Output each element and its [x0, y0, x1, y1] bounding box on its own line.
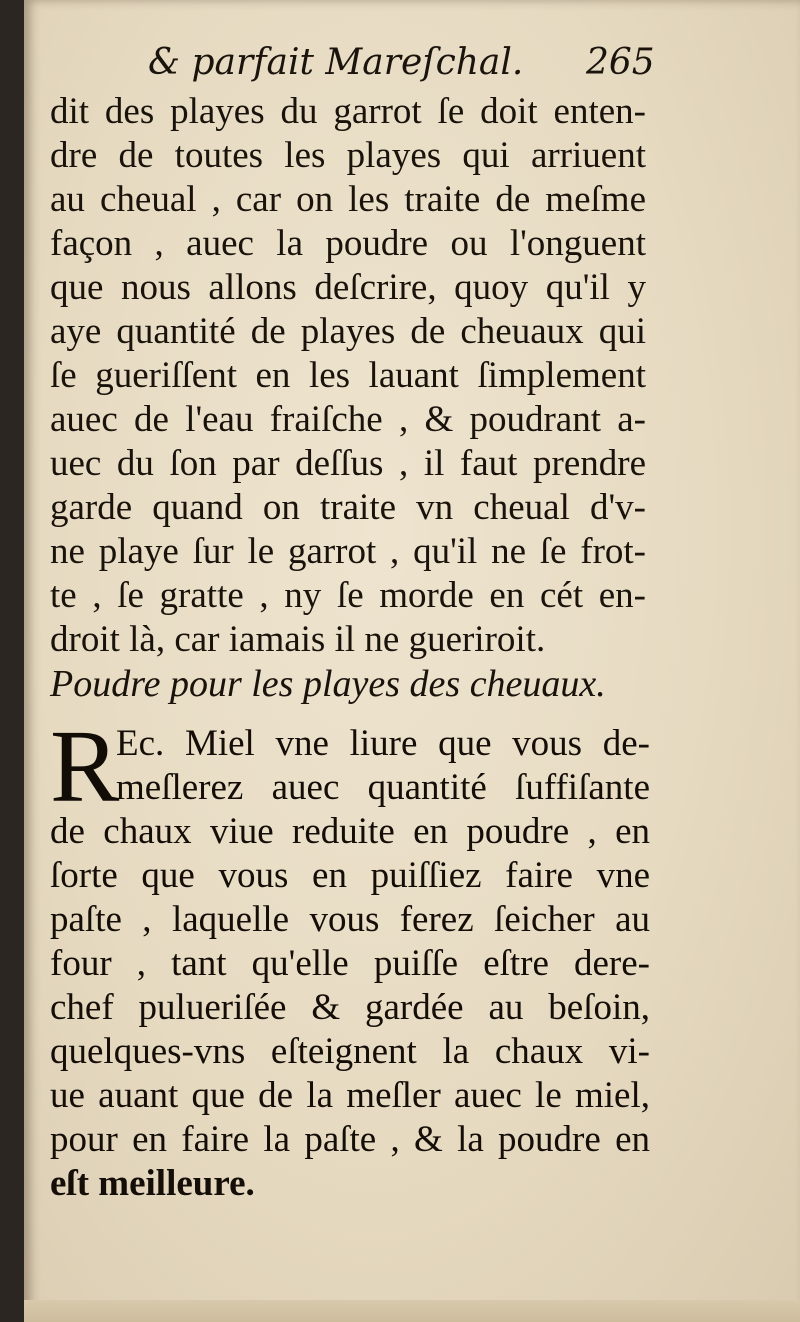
body-line: que nous allons deſcrire, quoy qu'il y — [50, 267, 646, 308]
recipe-line: de chaux viue reduite en poudre , en — [50, 811, 650, 852]
recipe-line: chef pulueriſée & gardée au beſoin, — [50, 987, 650, 1028]
recipe-line: pour en faire la paſte , & la poudre en — [50, 1119, 650, 1160]
recipe-line: paſte , laquelle vous ferez ſeicher au — [50, 899, 650, 940]
recipe-line: ſorte que vous en puiſſiez faire vne — [50, 855, 650, 896]
body-line: uec du ſon par deſſus , il faut prendre — [50, 443, 646, 484]
recipe-line: four , tant qu'elle puiſſe eſtre dere- — [50, 943, 650, 984]
recipe-text — [50, 709, 650, 1206]
recipe-line: quelques-vns eſteignent la chaux vi- — [50, 1031, 650, 1072]
recipe-line: ue auant que de la meſler auec le miel, — [50, 1075, 650, 1116]
body-line: ne playe ſur le garrot , qu'il ne ſe frot- — [50, 531, 646, 572]
body-line: dit des playes du garrot ſe doit enten- — [50, 91, 646, 132]
body-line: dre de toutes les playes qui arriuent — [50, 135, 646, 176]
body-text — [50, 90, 646, 662]
body-line: auec de l'eau fraiſche , & poudrant a- — [50, 399, 646, 440]
body-line: façon , auec la poudre ou l'onguent — [50, 223, 646, 264]
drop-cap: R — [50, 709, 120, 824]
running-title: & parfait Mareſchal. — [148, 42, 524, 83]
body-line: ſe gueriſſent en les lauant ſimplement — [50, 355, 646, 396]
body-line: garde quand on traite vn cheual d'v- — [50, 487, 646, 528]
section-heading: Poudre pour les playes des cheuaux. — [50, 663, 606, 705]
recipe-line: meſlerez auec quantité ſuffiſante — [116, 767, 650, 808]
page-number: 265 — [586, 42, 655, 83]
recipe-line: eſt meilleure. — [50, 1163, 255, 1204]
recipe-line: Ec. Miel vne liure que vous de- — [116, 723, 650, 764]
body-line: droit là, car iamais il ne gueriroit. — [50, 619, 546, 660]
book-page — [24, 0, 800, 1322]
page-bottom-edge — [24, 1300, 800, 1322]
body-line: te , ſe gratte , ny ſe morde en cét en- — [50, 575, 646, 616]
body-line: au cheual , car on les traite de meſme — [50, 179, 646, 220]
body-line: aye quantité de playes de cheuaux qui — [50, 311, 646, 352]
